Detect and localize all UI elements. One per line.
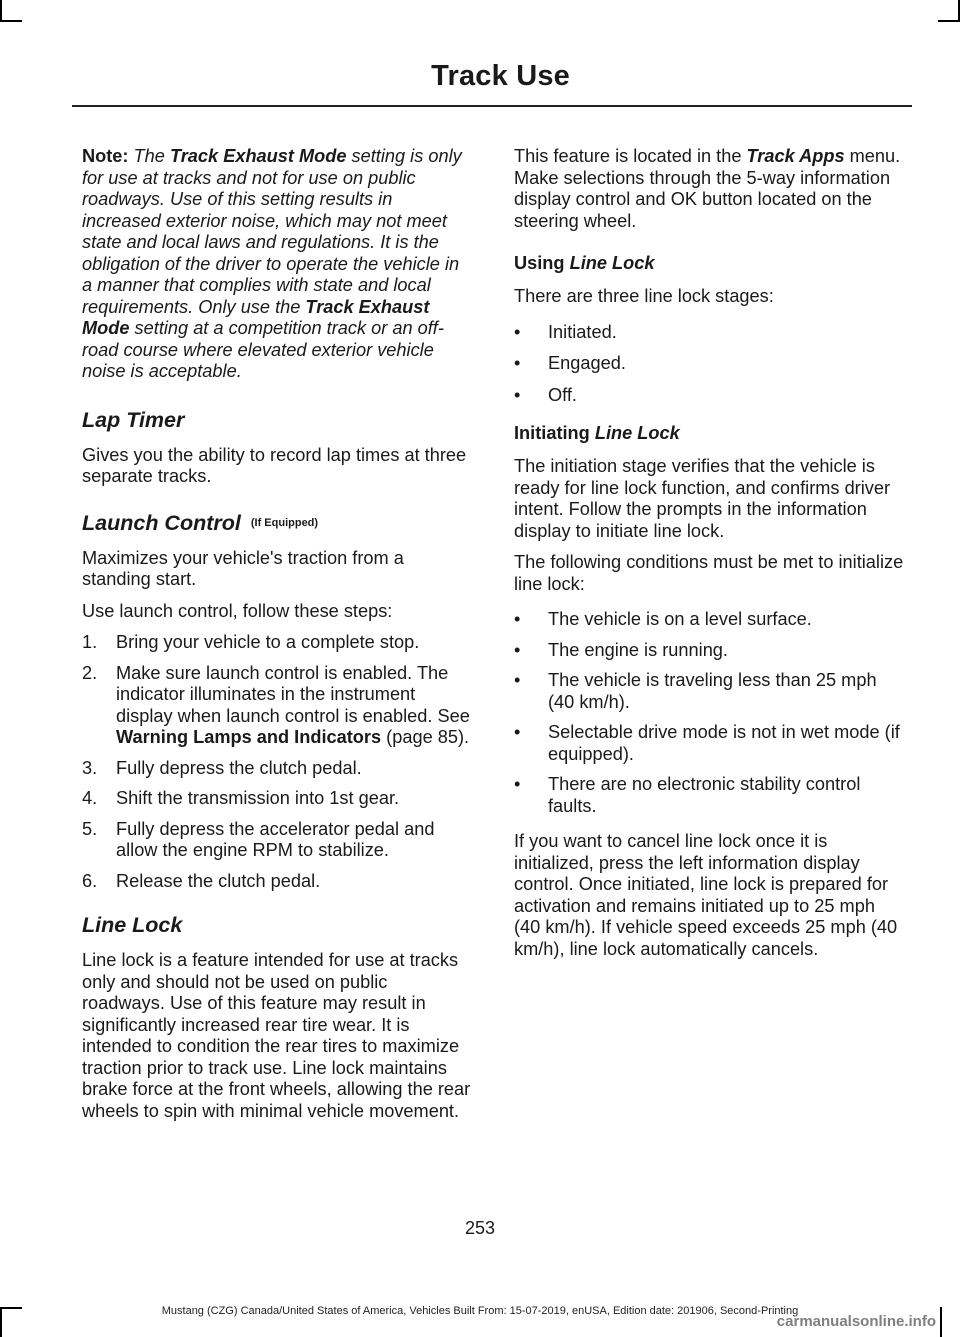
condition-text: The vehicle is traveling less than 25 mph (40 km/h).	[548, 670, 877, 712]
line-lock-body: Line lock is a feature intended for use at tracks only and should not be used on public roadways. Use of this feature may result in significantly increased rear tire wear. It is intended to condition the rear tires to maximize traction prior to track use. Line lock maintains brake force at the front wheels, allowing the rear wheels to spin with minimal vehicle movement.	[82, 950, 471, 1121]
list-item	[514, 774, 906, 817]
step-number: 6.	[82, 870, 98, 891]
initiating-line-lock-heading	[514, 422, 906, 444]
condition-text: The engine is running.	[548, 639, 728, 660]
note-text: setting at a competition track or an off-road course where elevated exterior vehicle noise is acceptable.	[82, 318, 444, 381]
bullet: •	[514, 722, 521, 742]
note-text: setting is only for use at tracks and not for use on public roadways. Use of this setting results in increased exterior noise, which may not meet state and local laws and regulations. It is the obligation of the driver to operate the vehicle in a manner that complies with state and local requirements. Only use the	[82, 146, 462, 317]
bullet: •	[514, 321, 521, 342]
page-title: Track Use	[431, 60, 570, 92]
lap-timer-body: Gives you the ability to record lap times at three separate tracks.	[82, 444, 467, 486]
stages-list	[514, 322, 906, 407]
list-item	[82, 819, 474, 862]
step-number: 1.	[82, 632, 98, 652]
note-term: Track Exhaust Mode	[82, 296, 430, 338]
using-line-lock-heading	[514, 252, 906, 274]
location-paragraph	[514, 146, 906, 232]
step-text: Fully depress the clutch pedal.	[116, 757, 362, 778]
bullet: •	[514, 609, 521, 629]
note-paragraph	[82, 146, 474, 383]
right-column	[514, 146, 906, 970]
bullet: •	[514, 353, 521, 373]
step-number: 2.	[82, 662, 98, 683]
step-text: Shift the transmission into 1st gear.	[116, 788, 400, 808]
location-text: menu. Make selections through the 5-way information display control and OK button located on the steering wheel.	[514, 146, 901, 231]
step-number: 4.	[82, 788, 98, 808]
step-number: 3.	[82, 757, 98, 778]
list-item	[82, 758, 474, 780]
cross-reference-link[interactable]: Warning Lamps and Indicators	[116, 727, 382, 747]
stage-text: Off.	[548, 384, 577, 405]
bullet: •	[514, 639, 521, 660]
page-number: 253	[464, 1218, 496, 1238]
header-divider	[72, 105, 912, 107]
list-item	[514, 353, 906, 375]
initiation-body: The initiation stage verifies that the vehicle is ready for line lock function, and confirms driver intent. Follow the prompts in the information display to initiate line lock.	[514, 456, 891, 541]
launch-steps-list	[82, 632, 474, 892]
stage-text: Initiated.	[548, 321, 617, 342]
cancel-paragraph: If you want to cancel line lock once it is initialized, press the left information display control. Once initiated, line lock is prepared for activation and remains initiated up to 25 mph (40 km/h). If vehicle speed exceeds 25 mph (40 km/h), line lock automatically cancels.	[514, 831, 898, 959]
note-term: Track Exhaust Mode	[169, 146, 347, 166]
list-item	[514, 670, 906, 713]
launch-control-title: Launch Control	[82, 510, 241, 535]
step-number: 5.	[82, 818, 98, 839]
stages-intro: There are three line lock stages:	[514, 286, 774, 306]
note-text: The	[128, 146, 170, 166]
heading-italic: Line Lock	[594, 423, 680, 443]
watermark: carmanualsonline.info	[776, 1313, 936, 1330]
note-label: Note:	[82, 146, 129, 166]
menu-term: Track Apps	[746, 146, 845, 166]
heading-italic: Line Lock	[569, 253, 655, 273]
list-item	[514, 385, 906, 407]
location-text: This feature is located in the	[514, 146, 747, 166]
crop-mark	[938, 20, 960, 22]
condition-text: Selectable drive mode is not in wet mode (if equipped).	[548, 722, 900, 764]
list-item	[514, 609, 906, 631]
bullet: •	[514, 384, 521, 405]
stage-text: Engaged.	[548, 353, 626, 373]
footer-text: Mustang (CZG) Canada/United States of America, Vehicles Built From: 15-07-2019, enUSA, Edition date: 201906, Second-Printing	[161, 1305, 799, 1317]
launch-control-heading	[82, 510, 474, 536]
page-reference: (page 85).	[381, 727, 470, 747]
list-item	[82, 632, 474, 654]
lap-timer-heading: Lap Timer	[82, 407, 185, 432]
step-text: Release the clutch pedal.	[116, 870, 321, 891]
conditions-intro: The following conditions must be met to initialize line lock:	[514, 552, 904, 594]
launch-control-intro: Use launch control, follow these steps:	[82, 600, 393, 621]
bullet: •	[514, 774, 521, 794]
condition-text: There are no electronic stability control faults.	[548, 774, 861, 816]
launch-control-body: Maximizes your vehicle's traction from a standing start.	[82, 547, 404, 589]
step-text: Fully depress the accelerator pedal and allow the engine RPM to stabilize.	[116, 818, 435, 860]
list-item	[82, 663, 474, 749]
list-item	[82, 871, 474, 893]
list-item	[514, 322, 906, 344]
list-item	[514, 640, 906, 662]
step-text: Make sure launch control is enabled. The indicator illuminates in the instrument display when launch control is enabled. See	[116, 662, 470, 726]
crop-mark	[0, 0, 2, 22]
equipped-tag: (If Equipped)	[250, 516, 319, 529]
bullet: •	[514, 670, 521, 690]
left-column	[82, 146, 474, 1132]
list-item	[514, 722, 906, 765]
conditions-list	[514, 609, 906, 817]
heading-bold: Using	[514, 253, 570, 273]
condition-text: The vehicle is on a level surface.	[548, 609, 812, 629]
heading-bold: Initiating	[514, 423, 595, 443]
step-text: Bring your vehicle to a complete stop.	[116, 632, 420, 652]
line-lock-heading: Line Lock	[82, 913, 183, 937]
list-item	[82, 788, 474, 810]
crop-mark	[0, 20, 22, 22]
